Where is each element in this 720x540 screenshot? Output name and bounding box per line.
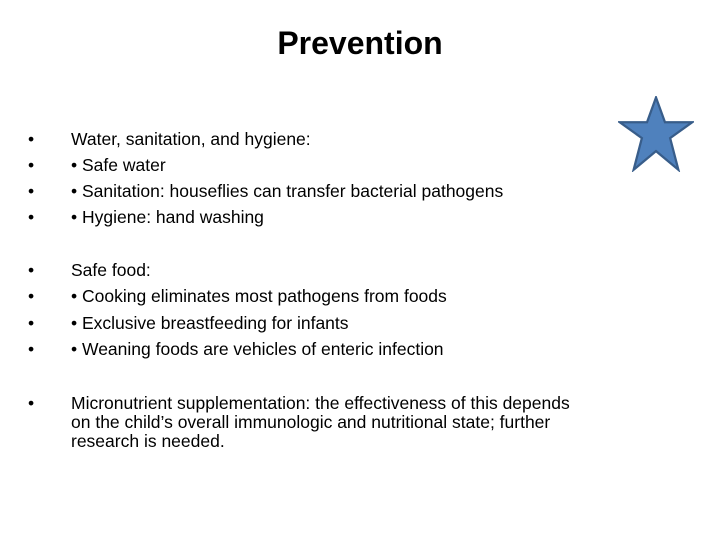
bullet-marker: •: [28, 286, 35, 306]
bullet-text: • Sanitation: houseflies can transfer bacterial pathogens: [71, 181, 504, 201]
bullet-text: • Cooking eliminates most pathogens from foods: [71, 286, 447, 306]
bullet-text: Water, sanitation, and hygiene:: [71, 129, 311, 149]
bullet-text: Safe food:: [71, 260, 151, 280]
bullet-marker: •: [28, 155, 35, 175]
bullet-text: • Safe water: [71, 155, 166, 175]
bullet-text: Micronutrient supplementation: the effectiveness of this depends on the child’s overall immunologic and nutritional state; further research is needed.: [71, 393, 570, 451]
slide-title: Prevention: [277, 25, 443, 61]
bullet-marker: •: [28, 207, 35, 227]
bullet-text: • Exclusive breastfeeding for infants: [71, 313, 349, 333]
bullet-marker: •: [28, 313, 35, 333]
bullet-text: • Hygiene: hand washing: [71, 207, 264, 227]
bullet-marker: •: [28, 393, 35, 413]
bullet-marker: •: [28, 129, 35, 149]
bullet-marker: •: [28, 339, 35, 359]
bullet-marker: •: [28, 181, 35, 201]
bullet-text: • Weaning foods are vehicles of enteric infection: [71, 339, 444, 359]
bullet-marker: •: [28, 260, 35, 280]
